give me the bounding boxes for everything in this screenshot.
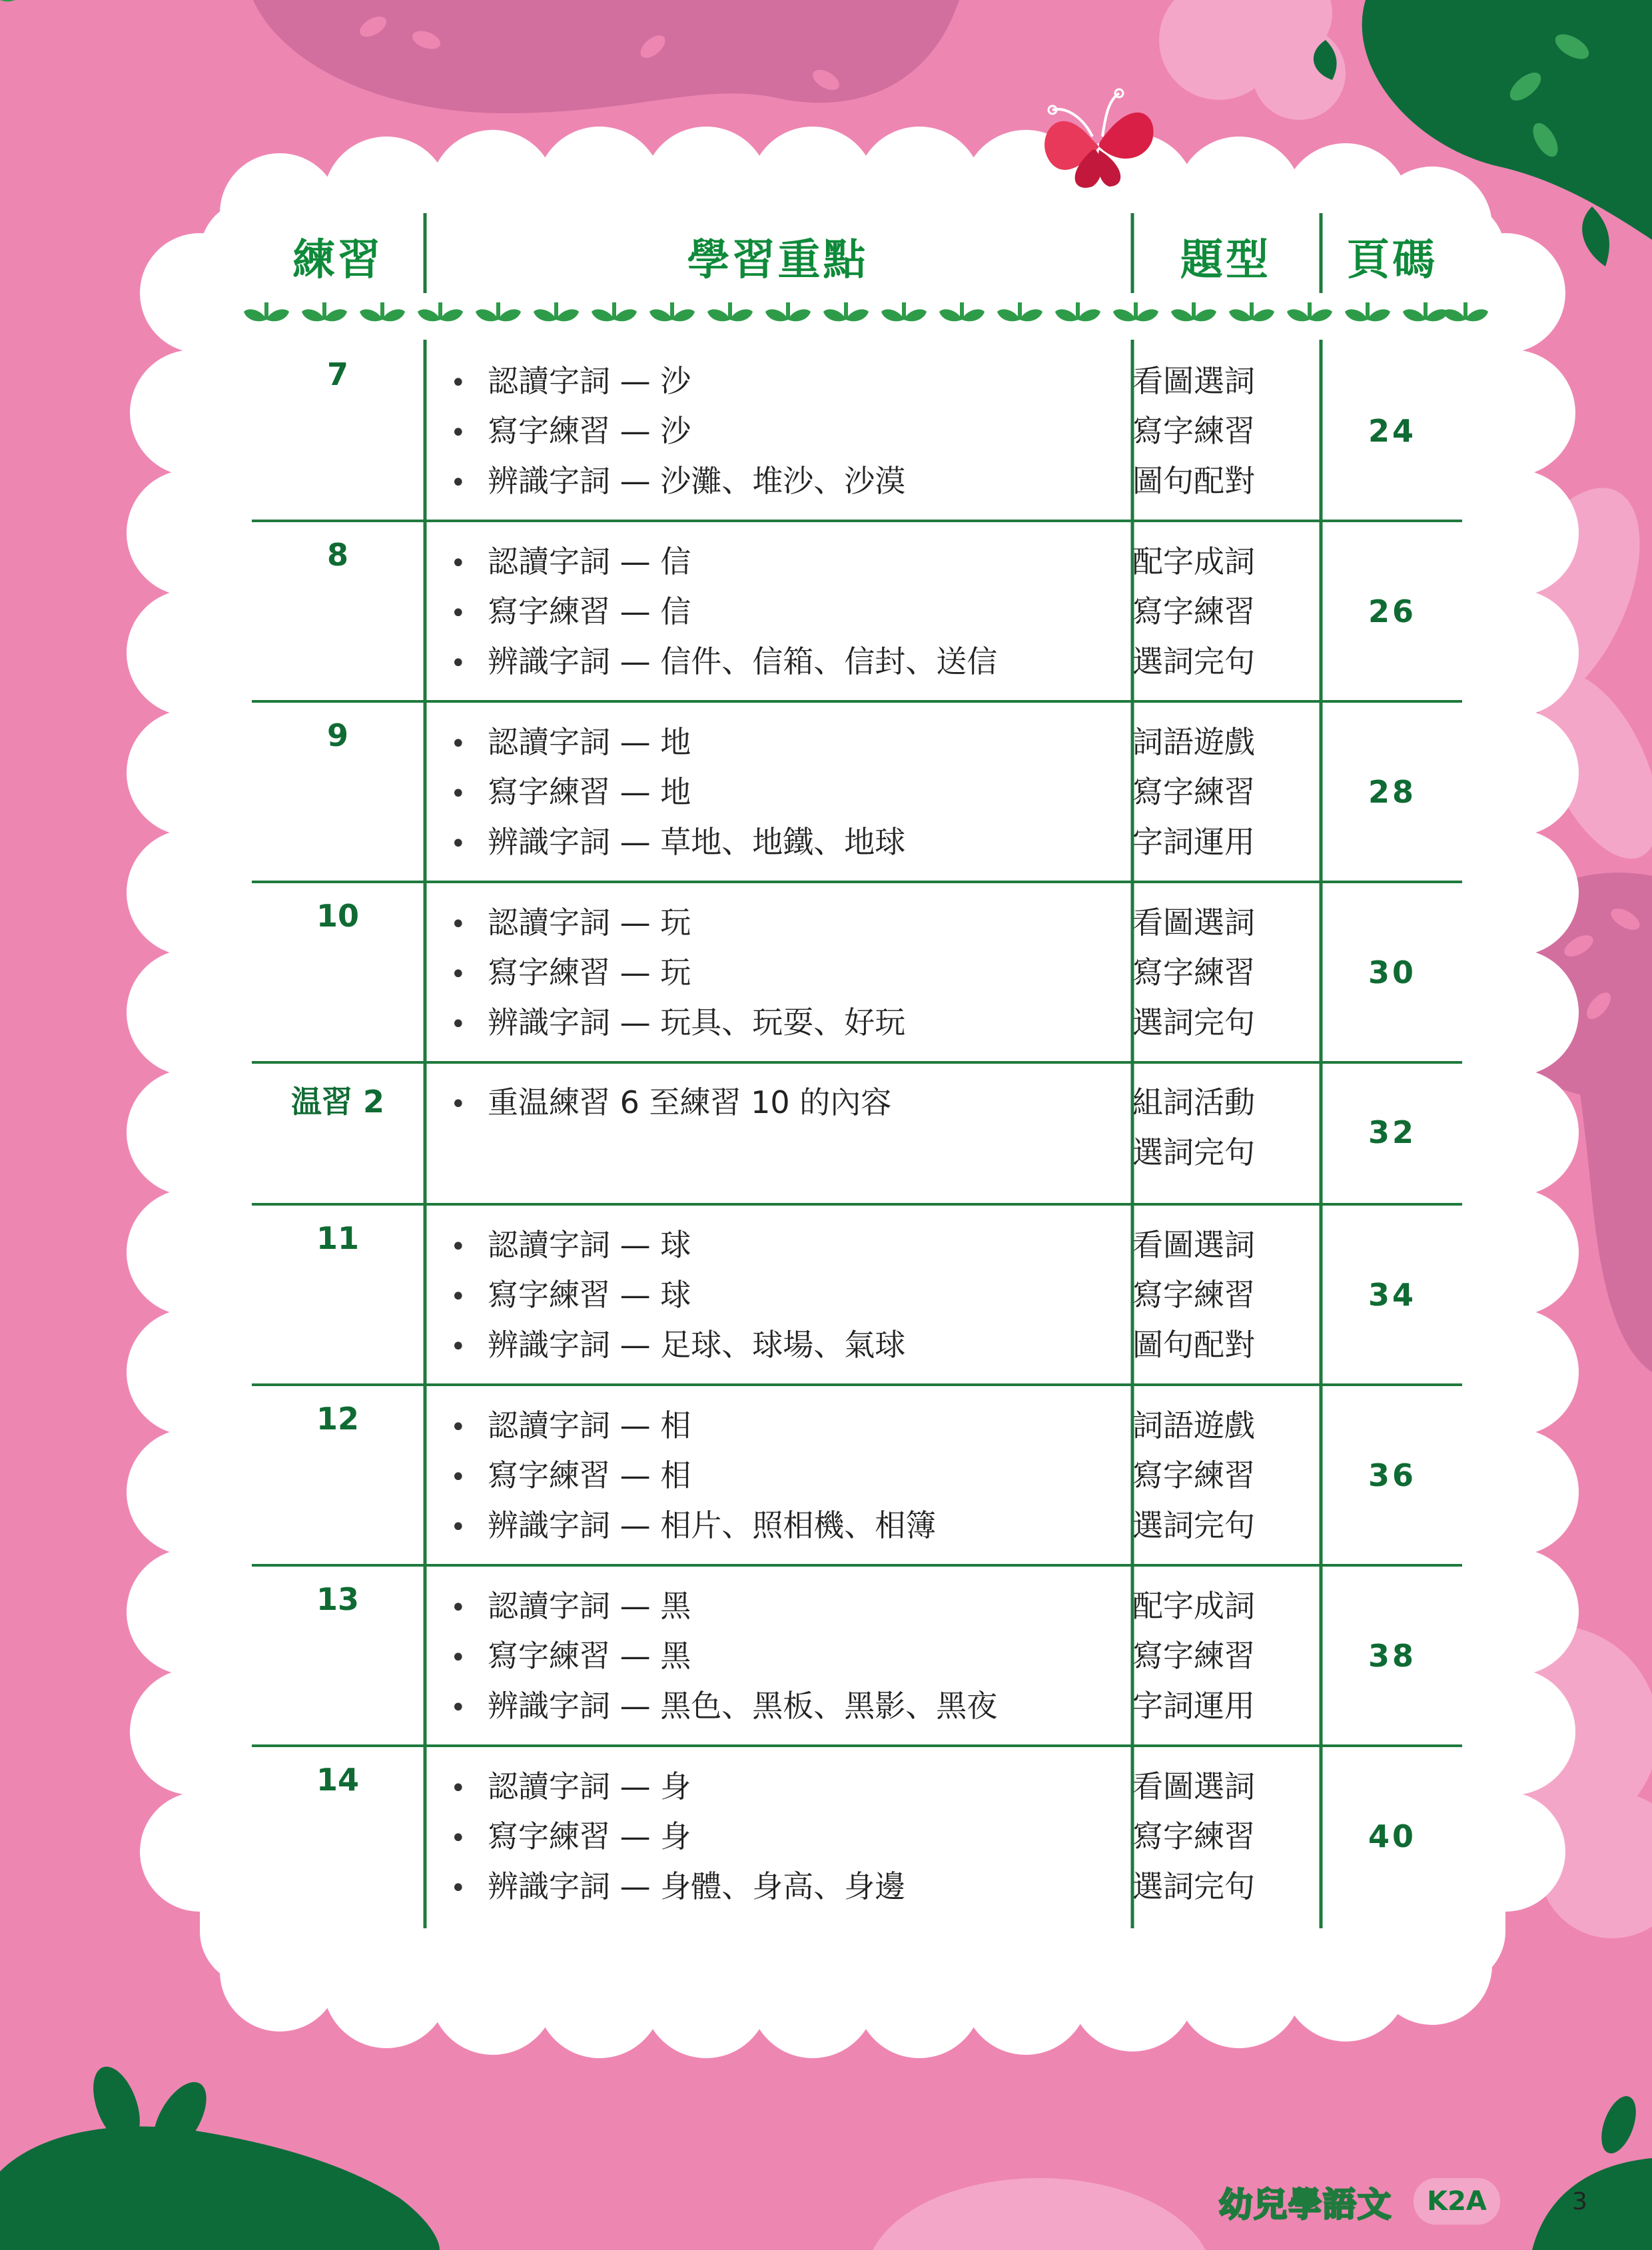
list-item: • 辨識字詞 — 沙灘、堆沙、沙漠: [450, 463, 906, 499]
list-item: • 重温練習 6 至練習 10 的內容: [450, 1084, 892, 1120]
question-type: 選詞完句: [1132, 643, 1255, 679]
learning-points: [445, 1220, 1118, 1370]
page-number: 3: [1572, 2188, 1587, 2215]
question-type: 配字成詞: [1132, 1588, 1255, 1624]
list-item: • 認讀字詞 — 球: [450, 1227, 691, 1263]
list-item: • 寫字練習 — 身: [450, 1818, 691, 1854]
question-type: 寫字練習: [1132, 593, 1255, 629]
question-types: [1132, 537, 1309, 687]
learning-points: [445, 1401, 1118, 1551]
question-types: [1132, 1078, 1309, 1178]
question-type: 配字成詞: [1132, 544, 1255, 579]
question-type: 詞語遊戲: [1132, 724, 1255, 760]
list-item: • 辨識字詞 — 玩具、玩耍、好玩: [450, 1004, 906, 1040]
list-item: • 寫字練習 — 玩: [450, 954, 691, 990]
question-types: [1132, 356, 1309, 506]
exercise-number: 13: [316, 1581, 359, 1617]
question-types: [1132, 1762, 1309, 1912]
question-type: 看圖選詞: [1132, 363, 1255, 399]
question-type: 寫字練習: [1132, 1277, 1255, 1313]
list-item: • 認讀字詞 — 玩: [450, 905, 691, 940]
question-type: 寫字練習: [1132, 774, 1255, 810]
learning-points: [445, 1762, 1118, 1912]
header-exercise: 練習: [292, 236, 383, 285]
question-type: 看圖選詞: [1132, 1768, 1255, 1804]
list-item: • 辨識字詞 — 草地、地鐵、地球: [450, 824, 906, 860]
list-item: • 辨識字詞 — 身體、身高、身邊: [450, 1868, 906, 1904]
list-item: • 寫字練習 — 地: [450, 774, 691, 810]
page-number-link[interactable]: 38: [1368, 1638, 1416, 1674]
exercise-number: 温習 2: [290, 1084, 385, 1120]
question-type: 字詞運用: [1132, 824, 1255, 860]
list-item: • 認讀字詞 — 地: [450, 724, 691, 760]
question-type: 詞語遊戲: [1132, 1407, 1255, 1443]
list-item: • 辨識字詞 — 信件、信箱、信封、送信: [450, 643, 998, 679]
question-type: 圖句配對: [1132, 463, 1255, 499]
sprout-divider: [0, 0, 23, 1]
page-number-link[interactable]: 34: [1368, 1277, 1416, 1313]
level-badge: K2A: [1414, 2178, 1500, 2225]
learning-points: [445, 1581, 1118, 1731]
page-number-link[interactable]: 28: [1368, 774, 1416, 810]
question-types: [1132, 898, 1309, 1048]
list-item: • 辨識字詞 — 足球、球場、氣球: [450, 1327, 906, 1363]
list-item: • 寫字練習 — 信: [450, 593, 691, 629]
exercise-number: 14: [316, 1762, 359, 1798]
question-types: [1132, 1581, 1309, 1731]
question-type: 選詞完句: [1132, 1868, 1255, 1904]
learning-points: [445, 537, 1118, 687]
header-question-type: 題型: [1180, 236, 1271, 285]
question-type: 圖句配對: [1132, 1327, 1255, 1363]
question-type: 組詞活動: [1132, 1084, 1255, 1120]
learning-points: [445, 356, 1118, 506]
learning-points: [445, 898, 1118, 1048]
page-number-link[interactable]: 40: [1368, 1818, 1416, 1854]
list-item: • 辨識字詞 — 相片、照相機、相簿: [450, 1507, 937, 1543]
exercise-number: 11: [316, 1220, 359, 1256]
list-item: • 認讀字詞 — 相: [450, 1407, 691, 1443]
question-type: 看圖選詞: [1132, 905, 1255, 940]
question-type: 字詞運用: [1132, 1688, 1255, 1724]
exercise-number: 12: [316, 1401, 359, 1437]
page-number-link[interactable]: 26: [1368, 593, 1416, 629]
brand-logo: 幼兒學語文: [1219, 2185, 1392, 2224]
question-type: 寫字練習: [1132, 1457, 1255, 1493]
page-number-link[interactable]: 30: [1368, 954, 1416, 990]
list-item: • 寫字練習 — 黑: [450, 1638, 691, 1674]
learning-points: [445, 717, 1118, 867]
list-item: • 寫字練習 — 相: [450, 1457, 691, 1493]
list-item: • 認讀字詞 — 黑: [450, 1588, 691, 1624]
list-item: • 寫字練習 — 球: [450, 1277, 691, 1313]
question-type: 寫字練習: [1132, 954, 1255, 990]
exercise-number: 8: [326, 537, 348, 573]
question-types: [1132, 717, 1309, 867]
question-type: 選詞完句: [1132, 1004, 1255, 1040]
list-item: • 寫字練習 — 沙: [450, 413, 691, 449]
list-item: • 認讀字詞 — 沙: [450, 363, 691, 399]
page-number-link[interactable]: 36: [1368, 1457, 1416, 1493]
list-item: • 辨識字詞 — 黑色、黑板、黑影、黑夜: [450, 1688, 998, 1724]
header-learning-focus: 學習重點: [687, 236, 869, 285]
question-type: 看圖選詞: [1132, 1227, 1255, 1263]
page-number-link[interactable]: 24: [1368, 413, 1416, 449]
question-type: 寫字練習: [1132, 1818, 1255, 1854]
question-types: [1132, 1220, 1309, 1370]
header-page: 頁碼: [1347, 236, 1438, 285]
exercise-number: 7: [326, 356, 348, 392]
learning-points: [445, 1078, 1118, 1128]
question-type: 寫字練習: [1132, 1638, 1255, 1674]
question-type: 選詞完句: [1132, 1507, 1255, 1543]
list-item: • 認讀字詞 — 信: [450, 544, 691, 579]
question-type: 寫字練習: [1132, 413, 1255, 449]
exercise-number: 9: [326, 717, 348, 753]
list-item: • 認讀字詞 — 身: [450, 1768, 691, 1804]
question-type: 選詞完句: [1132, 1134, 1255, 1170]
question-types: [1132, 1401, 1309, 1551]
exercise-number: 10: [316, 898, 359, 934]
page-number-link[interactable]: 32: [1368, 1114, 1416, 1150]
